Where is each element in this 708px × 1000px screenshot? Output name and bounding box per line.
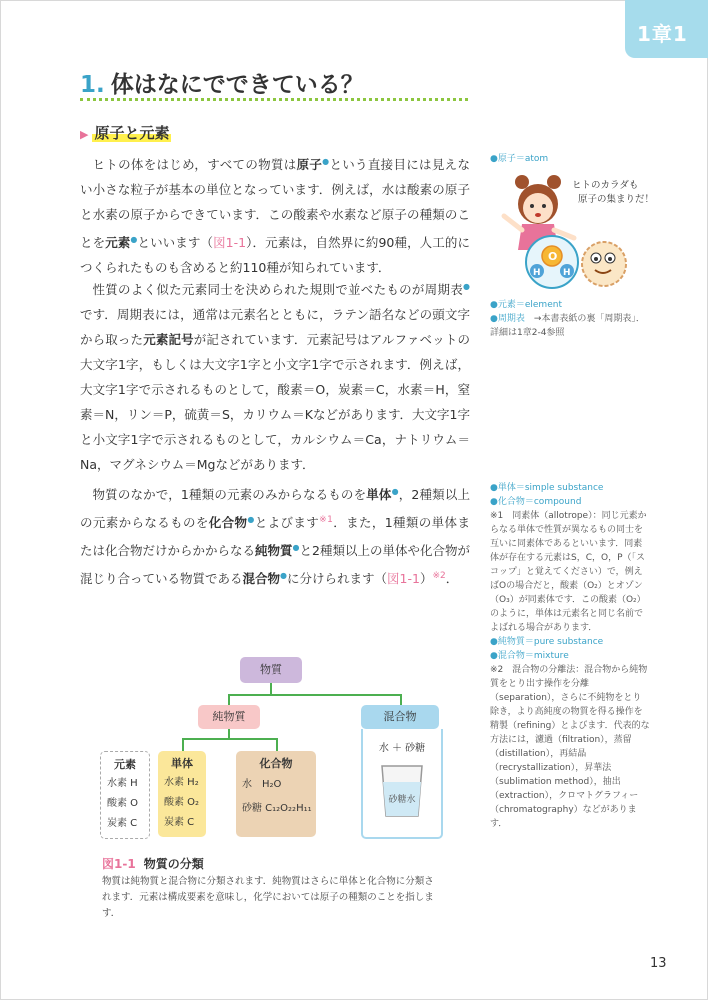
bullet-icon: ● xyxy=(490,651,498,661)
page-number: 13 xyxy=(650,956,667,971)
p3-text-k: に分けられます（ xyxy=(287,571,388,587)
bullet-icon: ● xyxy=(490,483,498,493)
page-title xyxy=(80,66,364,99)
term-marker-icon: ● xyxy=(292,543,300,553)
bullet-icon: ● xyxy=(490,314,498,324)
eye-shape xyxy=(530,204,534,208)
node-mixture-body xyxy=(361,729,443,839)
glossary-atom: 原子＝atom xyxy=(497,154,549,164)
element-item: 炭素 C xyxy=(107,818,138,829)
term-mixture: 混合物 xyxy=(242,571,281,587)
mixture-formula: 水 ＋ 砂糖 xyxy=(378,743,426,754)
term-marker-icon: ● xyxy=(322,157,330,166)
connector-line xyxy=(276,738,278,752)
p3-text-c: ，2種類以上の元素からなるものを xyxy=(80,487,470,531)
mascot-pupil xyxy=(608,257,612,261)
mouth-shape xyxy=(535,213,541,217)
glossary-simple-substance: 単体＝simple substance xyxy=(497,483,604,493)
speech-text xyxy=(572,180,654,205)
node-substance-label: 物質 xyxy=(260,663,282,676)
element-item: 水素 H xyxy=(107,778,138,789)
sidebar-glossary-element xyxy=(490,298,650,340)
note-ref-2[interactable]: ※2 xyxy=(432,571,446,582)
figure-ref[interactable]: 図1-1 xyxy=(213,235,247,251)
bullet-icon: ● xyxy=(490,497,498,507)
compound-item: 水 H₂O xyxy=(242,779,282,790)
p3-text-o: ． xyxy=(445,571,459,587)
beaker-label: 砂糖水 xyxy=(388,795,416,805)
glossary-element: 元素＝element xyxy=(497,300,562,310)
element-head: 元素 xyxy=(114,758,136,771)
node-compound xyxy=(236,751,316,837)
speech-line: 原子の集まりだ！ xyxy=(578,194,655,205)
connector-line xyxy=(182,738,278,740)
glossary-periodic-table-note: →本書表紙の裏「周期表」．詳細は1章2-4参照 xyxy=(490,314,645,338)
simple-item: 炭素 C xyxy=(164,817,195,828)
connector-line xyxy=(182,738,184,752)
body-paragraph-2 xyxy=(80,274,470,477)
hair-bun-shape xyxy=(547,175,561,189)
node-simple-substance xyxy=(158,751,206,837)
note-ref-1[interactable]: ※1 xyxy=(319,515,333,526)
mascot-body xyxy=(582,242,626,286)
term-element: 元素 xyxy=(105,235,131,251)
face-shape xyxy=(523,193,553,223)
compound-item: 砂糖 C₁₂O₂₂H₁₁ xyxy=(242,803,312,814)
arm-shape xyxy=(504,216,522,230)
mascot-pupil xyxy=(594,257,598,261)
section-heading-text: 原子と元素 xyxy=(94,124,170,142)
node-pure-substance xyxy=(198,705,260,729)
node-element-list xyxy=(100,751,150,839)
sidebar-glossary-substances xyxy=(490,481,650,831)
sidebar-glossary-atom xyxy=(490,152,650,166)
hydrogen-label: H xyxy=(533,268,541,278)
title-divider xyxy=(80,98,468,101)
p3-text-e: とよびます xyxy=(254,515,320,531)
triangle-bullet-icon: ▶ xyxy=(80,128,89,141)
figure-title: 物質の分類 xyxy=(143,857,204,871)
bullet-icon: ● xyxy=(490,154,498,164)
simple-head: 単体 xyxy=(171,757,193,770)
title-number: 1. xyxy=(80,72,105,98)
p1-text-a: ヒトの体をはじめ，すべての物質は xyxy=(92,157,297,173)
p2-text-a: 性質のよく似た元素同士を決められた規則で並べたものが周期表 xyxy=(92,282,464,298)
hair-bun-shape xyxy=(515,175,529,189)
bullet-icon: ● xyxy=(490,300,498,310)
figure-classification-diagram xyxy=(100,655,440,855)
p3-text-g: ．また，1種類の単体または化合物だけからかからなる xyxy=(80,515,470,559)
character-illustration xyxy=(492,168,662,294)
connector-line xyxy=(228,694,402,696)
term-marker-icon: ● xyxy=(391,487,399,496)
glossary-mixture: 混合物＝mixture xyxy=(497,651,569,661)
figure-ref[interactable]: 図1-1 xyxy=(387,571,420,587)
simple-item: 水素 H₂ xyxy=(164,777,199,788)
compound-head: 化合物 xyxy=(259,757,293,770)
chapter-tab-label: 1章1 xyxy=(637,22,688,46)
p3-text-a: 物質のなかで，1種類の元素のみからなるものを xyxy=(92,487,367,503)
figure-caption-text: 物質は純物質と混合物に分類されます．純物質はさらに単体と化合物に分類されます．元素は構成要素を意味し，化学においては原子の種類のことを指します． xyxy=(102,876,434,919)
p2-text-b: です．周期表には，通常は元素名とともに，ラテン語名などの頭文字から取った xyxy=(80,307,470,348)
p3-text-i: と2種類以上の単体や化合物が混じり合っている物質である xyxy=(80,543,470,587)
section-heading xyxy=(80,122,171,143)
node-mixture-label: 混合物 xyxy=(383,710,417,723)
p1-text-e: といいます（ xyxy=(137,235,214,251)
glossary-compound: 化合物＝compound xyxy=(497,497,582,507)
note-1-allotrope: ※1 同素体（allotrope）：同じ元素からなる単体で性質が異なるもの同士を互いに同素体であるといいます．同素体が存在する元素はS，C，O，P（「スコップ」と覚えてください）で，例えばOの場合だと，酸素（O₂）とオゾン（O₃）が同素体です．この酸素（O₂）のように，単体は元素名と同じ名前でよばれる場合があります． xyxy=(490,511,647,633)
title-text: 体はなにでできている？ xyxy=(110,72,364,98)
p1-text-c: という直接目には見えない小さな粒子が基本の単位となっています．例えば，水は酸素の原子と水素の原子からできています．この酸素や水素など原子の種類のことを xyxy=(80,157,470,251)
term-pure-substance: 純物質 xyxy=(255,543,293,559)
figure-number: 図1-1 xyxy=(102,857,136,871)
element-item: 酸素 O xyxy=(107,798,139,809)
term-marker-icon: ● xyxy=(130,235,138,245)
node-substance xyxy=(240,657,302,683)
p2-text-d: が記されています．元素記号はアルファベットの大文字1字，もしくは大文字1字と小文字1字で示されます．例えば，大文字1字で示されるものとして，酸素＝O，炭素＝C，水素＝H，窒素＝N，リン＝P，硫黄＝S，カリウム＝Kなどがあります．大文字1字と小文字1字で示されるものとして，カルシウム＝Ca，ナトリウム＝Na，マグネシウム＝Mgなどがあります． xyxy=(80,332,470,473)
p3-text-m: ） xyxy=(419,571,433,587)
speech-line: ヒトのカラダも xyxy=(572,180,639,191)
glossary-pure-substance: 純物質＝pure substance xyxy=(497,637,604,647)
simple-item: 酸素 O₂ xyxy=(164,797,200,808)
note-2-separation: ※2 混合物の分離法：混合物から純物質をとり出す操作を分離（separation），さらに不純物をとり除き，より高純度の物質を得る操作を精製（refining）とよびます．代表的な方法には，濾過（filtration），蒸留（distillation），再結晶（recrystallization），昇華法（sublimation method），抽出（extraction），クロマトグラフィー（chromatography）などがあります． xyxy=(490,665,650,829)
term-compound: 化合物 xyxy=(208,515,248,531)
chapter-tab xyxy=(625,0,708,58)
term-marker-icon: ● xyxy=(247,515,255,525)
term-simple-substance: 単体 xyxy=(366,487,392,503)
term-element-symbol: 元素記号 xyxy=(143,332,194,348)
eye-shape xyxy=(542,204,546,208)
glossary-periodic-table: 周期表 xyxy=(497,314,525,324)
oxygen-label: O xyxy=(548,250,558,263)
body-paragraph-1 xyxy=(80,149,470,280)
p1-text-g: ）．元素は，自然界に約90種，人工的につくられたものも含めると約110種が知られています． xyxy=(80,235,470,276)
body-paragraph-3 xyxy=(80,479,470,592)
term-marker-icon: ● xyxy=(463,282,470,291)
term-marker-icon: ● xyxy=(280,571,288,581)
hydrogen-label: H xyxy=(563,268,571,278)
node-pure-label: 純物質 xyxy=(212,710,246,723)
beaker-icon xyxy=(372,760,432,820)
bullet-icon: ● xyxy=(490,637,498,647)
node-mixture-header xyxy=(361,705,439,729)
figure-caption-title xyxy=(102,855,204,872)
term-atom: 原子 xyxy=(296,157,323,173)
